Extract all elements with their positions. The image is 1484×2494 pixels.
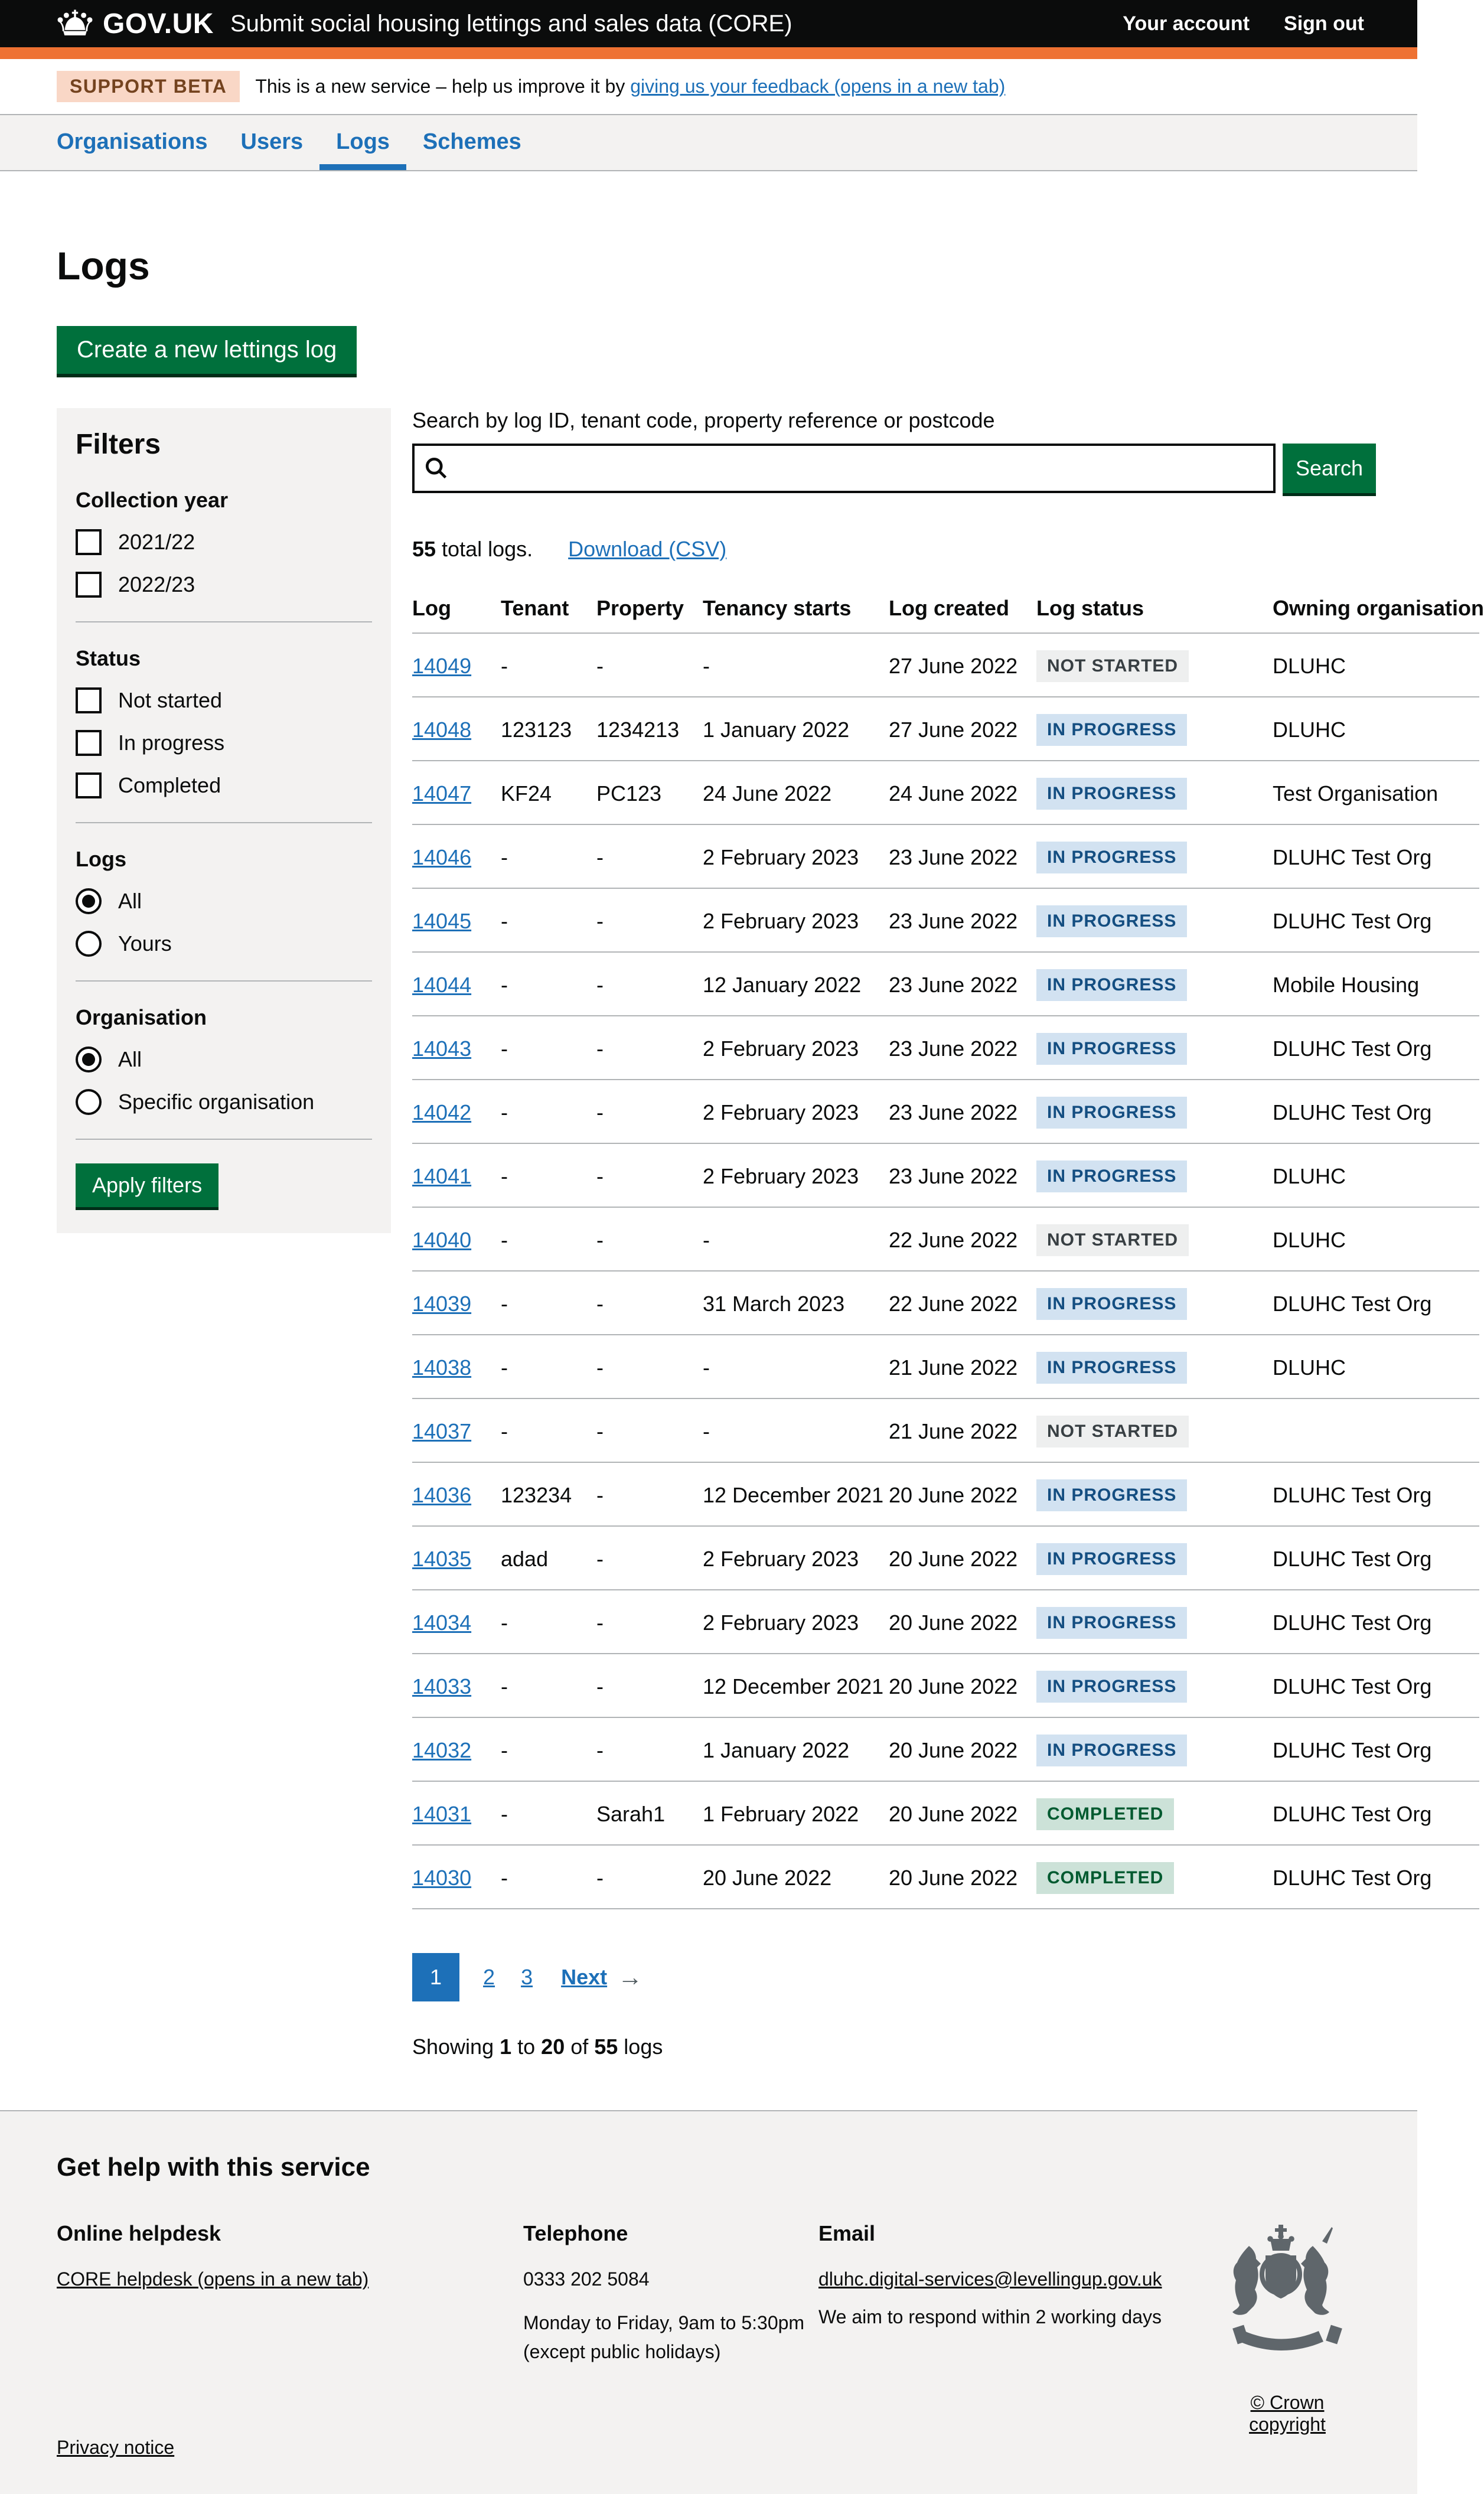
log-status-cell bbox=[1036, 1080, 1273, 1143]
option-label: In progress bbox=[118, 731, 225, 755]
table-header-row bbox=[412, 596, 1479, 633]
filter-option-2022-23[interactable] bbox=[76, 572, 372, 598]
tenant-cell: - bbox=[501, 1335, 596, 1398]
owning-organisation-cell: DLUHC bbox=[1273, 1143, 1479, 1207]
log-created-cell: 23 June 2022 bbox=[889, 888, 1036, 952]
tenancy-starts-cell: 1 January 2022 bbox=[703, 1717, 889, 1781]
search-input[interactable] bbox=[412, 444, 1276, 493]
tenancy-starts-cell: 2 February 2023 bbox=[703, 1526, 889, 1590]
radio-input[interactable] bbox=[76, 1046, 102, 1072]
log-created-cell: 20 June 2022 bbox=[889, 1654, 1036, 1717]
table-row bbox=[412, 1462, 1479, 1526]
tenant-cell: - bbox=[501, 824, 596, 888]
log-status-cell bbox=[1036, 952, 1273, 1016]
property-cell: - bbox=[596, 1717, 703, 1781]
owning-organisation-cell: Test Organisation bbox=[1273, 761, 1479, 824]
owning-organisation-cell: DLUHC Test Org bbox=[1273, 1845, 1479, 1909]
log-id-link[interactable]: 14043 bbox=[412, 1036, 472, 1061]
column-header: Log bbox=[412, 596, 501, 633]
tenancy-starts-cell: 12 December 2021 bbox=[703, 1654, 889, 1717]
tenant-cell: - bbox=[501, 1717, 596, 1781]
log-id-link[interactable]: 14032 bbox=[412, 1738, 472, 1762]
filter-option-all[interactable] bbox=[76, 1046, 372, 1072]
royal-coat-of-arms-icon bbox=[1214, 2356, 1361, 2366]
status-badge: IN PROGRESS bbox=[1036, 1097, 1187, 1129]
log-id-link[interactable]: 14047 bbox=[412, 781, 472, 806]
log-created-cell: 27 June 2022 bbox=[889, 633, 1036, 697]
log-created-cell: 20 June 2022 bbox=[889, 1590, 1036, 1654]
core-helpdesk-link[interactable]: CORE helpdesk (opens in a new tab) bbox=[57, 2268, 369, 2290]
owning-organisation-cell bbox=[1273, 1398, 1479, 1462]
create-lettings-log-button[interactable]: Create a new lettings log bbox=[57, 326, 357, 374]
log-created-cell: 20 June 2022 bbox=[889, 1845, 1036, 1909]
property-cell: - bbox=[596, 888, 703, 952]
divider bbox=[76, 980, 372, 982]
search-button[interactable]: Search bbox=[1283, 444, 1376, 493]
page-2-link[interactable]: 2 bbox=[483, 1965, 495, 1989]
status-badge: COMPLETED bbox=[1036, 1862, 1174, 1894]
log-status-cell bbox=[1036, 1781, 1273, 1845]
tenant-cell: - bbox=[501, 1271, 596, 1335]
log-created-cell: 24 June 2022 bbox=[889, 761, 1036, 824]
log-created-cell: 21 June 2022 bbox=[889, 1335, 1036, 1398]
log-id-link[interactable]: 14031 bbox=[412, 1802, 472, 1826]
log-created-cell: 20 June 2022 bbox=[889, 1526, 1036, 1590]
status-badge: IN PROGRESS bbox=[1036, 1288, 1187, 1320]
divider bbox=[76, 1139, 372, 1140]
log-status-cell bbox=[1036, 1526, 1273, 1590]
table-row bbox=[412, 1590, 1479, 1654]
log-status-cell bbox=[1036, 1462, 1273, 1526]
table-row bbox=[412, 1016, 1479, 1080]
property-cell: - bbox=[596, 1271, 703, 1335]
tenancy-starts-cell: 1 February 2022 bbox=[703, 1781, 889, 1845]
total-logs-count: 55 total logs. bbox=[412, 537, 533, 561]
email-link[interactable]: dluhc.digital-services@levellingup.gov.uk bbox=[818, 2268, 1162, 2290]
tenant-cell: KF24 bbox=[501, 761, 596, 824]
column-header: Tenancy starts bbox=[703, 596, 889, 633]
tenancy-starts-cell: 2 February 2023 bbox=[703, 1080, 889, 1143]
property-cell: - bbox=[596, 1462, 703, 1526]
column-header: Owning organisation bbox=[1273, 596, 1479, 633]
filter-option-completed[interactable] bbox=[76, 772, 372, 798]
owning-organisation-cell: DLUHC bbox=[1273, 697, 1479, 761]
owning-organisation-cell: DLUHC Test Org bbox=[1273, 888, 1479, 952]
tenant-cell: - bbox=[501, 1143, 596, 1207]
pagination bbox=[412, 1953, 1376, 2001]
table-row bbox=[412, 1335, 1479, 1398]
table-row bbox=[412, 824, 1479, 888]
property-cell: - bbox=[596, 1080, 703, 1143]
table-row bbox=[412, 1207, 1479, 1271]
log-status-cell bbox=[1036, 1207, 1273, 1271]
log-created-cell: 22 June 2022 bbox=[889, 1271, 1036, 1335]
telephone-number: 0333 202 5084 bbox=[523, 2268, 650, 2290]
tab-schemes[interactable]: Schemes bbox=[422, 129, 521, 154]
phase-banner-text: This is a new service – help us improve it by giving us your feedback (opens in a new tab) bbox=[255, 76, 1006, 97]
page-3-link[interactable]: 3 bbox=[521, 1965, 533, 1989]
main-content bbox=[0, 171, 1484, 2059]
log-status-cell bbox=[1036, 824, 1273, 888]
status-badge: IN PROGRESS bbox=[1036, 1479, 1187, 1511]
log-id-link[interactable]: 14041 bbox=[412, 1164, 472, 1188]
tenant-cell: - bbox=[501, 1207, 596, 1271]
log-id-link[interactable]: 14034 bbox=[412, 1610, 472, 1635]
checkbox-input[interactable] bbox=[76, 687, 102, 713]
table-row bbox=[412, 1526, 1479, 1590]
filter-group-label: Organisation bbox=[76, 1005, 207, 1029]
property-cell: 1234213 bbox=[596, 697, 703, 761]
log-id-link[interactable]: 14039 bbox=[412, 1292, 472, 1316]
option-label: Yours bbox=[118, 931, 172, 956]
tenancy-starts-cell: 12 January 2022 bbox=[703, 952, 889, 1016]
log-created-cell: 23 June 2022 bbox=[889, 824, 1036, 888]
property-cell: - bbox=[596, 1016, 703, 1080]
service-name[interactable]: Submit social housing lettings and sales data (CORE) bbox=[230, 10, 792, 37]
table-row bbox=[412, 697, 1479, 761]
email-note: We aim to respond within 2 working days bbox=[818, 2306, 1162, 2327]
log-created-cell: 22 June 2022 bbox=[889, 1207, 1036, 1271]
owning-organisation-cell: DLUHC Test Org bbox=[1273, 1590, 1479, 1654]
table-row bbox=[412, 1717, 1479, 1781]
tab-logs[interactable]: Logs bbox=[319, 115, 406, 170]
feedback-link[interactable]: giving us your feedback (opens in a new tab) bbox=[630, 76, 1006, 97]
status-badge: IN PROGRESS bbox=[1036, 1543, 1187, 1575]
status-badge: NOT STARTED bbox=[1036, 1224, 1189, 1256]
property-cell: - bbox=[596, 1654, 703, 1717]
filter-group-label: Collection year bbox=[76, 488, 229, 512]
owning-organisation-cell: DLUHC Test Org bbox=[1273, 1016, 1479, 1080]
table-row bbox=[412, 1080, 1479, 1143]
download-csv-link[interactable]: Download (CSV) bbox=[568, 537, 727, 561]
owning-organisation-cell: DLUHC bbox=[1273, 1207, 1479, 1271]
footer-telephone-column bbox=[523, 2221, 818, 2367]
log-status-cell bbox=[1036, 1271, 1273, 1335]
tenancy-starts-cell: - bbox=[703, 1207, 889, 1271]
log-status-cell bbox=[1036, 761, 1273, 824]
email-title: Email bbox=[818, 2221, 876, 2245]
tenant-cell: - bbox=[501, 952, 596, 1016]
owning-organisation-cell: DLUHC Test Org bbox=[1273, 1526, 1479, 1590]
tenant-cell: - bbox=[501, 1845, 596, 1909]
log-created-cell: 27 June 2022 bbox=[889, 697, 1036, 761]
log-created-cell: 20 June 2022 bbox=[889, 1717, 1036, 1781]
page-1-current[interactable]: 1 bbox=[412, 1953, 459, 2001]
log-status-cell bbox=[1036, 1335, 1273, 1398]
status-badge: IN PROGRESS bbox=[1036, 1160, 1187, 1192]
option-label: 2021/22 bbox=[118, 530, 195, 554]
checkbox-input[interactable] bbox=[76, 572, 102, 598]
search-label: Search by log ID, tenant code, property reference or postcode bbox=[412, 408, 995, 432]
filter-group-label: Logs bbox=[76, 847, 126, 871]
status-badge: IN PROGRESS bbox=[1036, 778, 1187, 810]
owning-organisation-cell: DLUHC Test Org bbox=[1273, 1080, 1479, 1143]
next-arrow-icon[interactable]: → bbox=[618, 1963, 643, 1991]
log-id-link[interactable]: 14045 bbox=[412, 909, 472, 933]
page-title: Logs bbox=[57, 244, 150, 288]
apply-filters-button[interactable]: Apply filters bbox=[76, 1163, 218, 1207]
log-id-link[interactable]: 14042 bbox=[412, 1100, 472, 1124]
checkbox-input[interactable] bbox=[76, 529, 102, 555]
log-id-link[interactable]: 14046 bbox=[412, 845, 472, 869]
column-header: Log created bbox=[889, 596, 1036, 633]
privacy-notice-link[interactable]: Privacy notice bbox=[57, 2436, 175, 2458]
status-badge: IN PROGRESS bbox=[1036, 1607, 1187, 1639]
property-cell: - bbox=[596, 1398, 703, 1462]
status-badge: IN PROGRESS bbox=[1036, 842, 1187, 873]
log-created-cell: 20 June 2022 bbox=[889, 1462, 1036, 1526]
option-label: Specific organisation bbox=[118, 1090, 315, 1114]
table-row bbox=[412, 888, 1479, 952]
log-id-link[interactable]: 14030 bbox=[412, 1866, 472, 1890]
sign-out-link[interactable]: Sign out bbox=[1284, 12, 1364, 35]
checkbox-input[interactable] bbox=[76, 730, 102, 756]
log-id-link[interactable]: 14037 bbox=[412, 1419, 472, 1443]
radio-input[interactable] bbox=[76, 1089, 102, 1115]
owning-organisation-cell: DLUHC Test Org bbox=[1273, 1781, 1479, 1845]
property-cell: PC123 bbox=[596, 761, 703, 824]
tenancy-starts-cell: 2 February 2023 bbox=[703, 888, 889, 952]
option-label: 2022/23 bbox=[118, 572, 195, 596]
crown-icon bbox=[57, 8, 93, 40]
owning-organisation-cell: DLUHC Test Org bbox=[1273, 1271, 1479, 1335]
govuk-header bbox=[0, 0, 1417, 59]
status-badge: NOT STARTED bbox=[1036, 650, 1189, 682]
status-badge: IN PROGRESS bbox=[1036, 969, 1187, 1001]
status-badge: IN PROGRESS bbox=[1036, 714, 1187, 746]
property-cell: - bbox=[596, 1845, 703, 1909]
column-header: Log status bbox=[1036, 596, 1273, 633]
log-id-link[interactable]: 14036 bbox=[412, 1483, 472, 1507]
footer-email-column bbox=[818, 2221, 1196, 2367]
logs-table-container bbox=[412, 596, 1484, 1909]
filter-group-label: Status bbox=[76, 646, 141, 670]
tenancy-starts-cell: 1 January 2022 bbox=[703, 697, 889, 761]
log-status-cell bbox=[1036, 888, 1273, 952]
table-row bbox=[412, 761, 1479, 824]
divider bbox=[76, 822, 372, 823]
log-status-cell bbox=[1036, 1016, 1273, 1080]
tenancy-starts-cell: 12 December 2021 bbox=[703, 1462, 889, 1526]
log-status-cell bbox=[1036, 633, 1273, 697]
govuk-logo[interactable] bbox=[57, 8, 214, 40]
tenancy-starts-cell: - bbox=[703, 1335, 889, 1398]
tenant-cell: 123234 bbox=[501, 1462, 596, 1526]
tenancy-starts-cell: 2 February 2023 bbox=[703, 824, 889, 888]
log-id-link[interactable]: 14049 bbox=[412, 654, 472, 678]
status-badge: IN PROGRESS bbox=[1036, 1671, 1187, 1703]
radio-input[interactable] bbox=[76, 888, 102, 914]
log-status-cell bbox=[1036, 1590, 1273, 1654]
owning-organisation-cell: DLUHC Test Org bbox=[1273, 1717, 1479, 1781]
owning-organisation-cell: DLUHC bbox=[1273, 1335, 1479, 1398]
next-page-link[interactable]: Next bbox=[561, 1965, 608, 1989]
filter-option-in-progress[interactable] bbox=[76, 730, 372, 756]
owning-organisation-cell: DLUHC bbox=[1273, 633, 1479, 697]
table-row bbox=[412, 1845, 1479, 1909]
filter-option-yours[interactable] bbox=[76, 931, 372, 957]
logs-table bbox=[412, 596, 1484, 1909]
owning-organisation-cell: Mobile Housing bbox=[1273, 952, 1479, 1016]
log-status-cell bbox=[1036, 697, 1273, 761]
tenant-cell: - bbox=[501, 1398, 596, 1462]
crown-copyright-link[interactable]: © Crown copyright bbox=[1249, 2392, 1326, 2435]
tenant-cell: - bbox=[501, 888, 596, 952]
log-created-cell: 20 June 2022 bbox=[889, 1781, 1036, 1845]
owning-organisation-cell: DLUHC Test Org bbox=[1273, 824, 1479, 888]
account-nav bbox=[1123, 12, 1364, 35]
log-created-cell: 23 June 2022 bbox=[889, 1080, 1036, 1143]
tenancy-starts-cell: 2 February 2023 bbox=[703, 1590, 889, 1654]
log-id-link[interactable]: 14035 bbox=[412, 1547, 472, 1571]
tenant-cell: adad bbox=[501, 1526, 596, 1590]
table-row bbox=[412, 1143, 1479, 1207]
primary-navigation bbox=[0, 115, 1417, 171]
table-row bbox=[412, 952, 1479, 1016]
tenant-cell: - bbox=[501, 1590, 596, 1654]
tenant-cell: 123123 bbox=[501, 697, 596, 761]
tenancy-starts-cell: 2 February 2023 bbox=[703, 1143, 889, 1207]
tenancy-starts-cell: - bbox=[703, 1398, 889, 1462]
table-row bbox=[412, 1271, 1479, 1335]
filter-option-2021-22[interactable] bbox=[76, 529, 372, 555]
property-cell: - bbox=[596, 1526, 703, 1590]
column-header: Property bbox=[596, 596, 703, 633]
property-cell: - bbox=[596, 1335, 703, 1398]
tenant-cell: - bbox=[501, 1080, 596, 1143]
status-badge: IN PROGRESS bbox=[1036, 1735, 1187, 1766]
status-badge: NOT STARTED bbox=[1036, 1416, 1189, 1448]
filter-option-not-started[interactable] bbox=[76, 687, 372, 713]
helpdesk-title: Online helpdesk bbox=[57, 2221, 221, 2245]
your-account-link[interactable]: Your account bbox=[1123, 12, 1250, 35]
tenant-cell: - bbox=[501, 633, 596, 697]
filters-panel bbox=[57, 408, 391, 1233]
status-badge: IN PROGRESS bbox=[1036, 905, 1187, 937]
log-created-cell: 21 June 2022 bbox=[889, 1398, 1036, 1462]
tenancy-starts-cell: 20 June 2022 bbox=[703, 1845, 889, 1909]
option-label: All bbox=[118, 889, 142, 913]
log-status-cell bbox=[1036, 1717, 1273, 1781]
property-cell: - bbox=[596, 824, 703, 888]
telephone-hours: Monday to Friday, 9am to 5:30pm bbox=[523, 2312, 805, 2333]
option-label: All bbox=[118, 1047, 142, 1071]
telephone-hours-note: (except public holidays) bbox=[523, 2341, 721, 2363]
footer bbox=[0, 2110, 1417, 2494]
log-status-cell bbox=[1036, 1845, 1273, 1909]
status-badge: IN PROGRESS bbox=[1036, 1352, 1187, 1384]
tenancy-starts-cell: 31 March 2023 bbox=[703, 1271, 889, 1335]
log-id-link[interactable]: 14048 bbox=[412, 718, 472, 742]
owning-organisation-cell: DLUHC Test Org bbox=[1273, 1462, 1479, 1526]
phase-banner bbox=[0, 59, 1417, 115]
radio-input[interactable] bbox=[76, 931, 102, 957]
property-cell: - bbox=[596, 1590, 703, 1654]
tenant-cell: - bbox=[501, 1781, 596, 1845]
table-row bbox=[412, 633, 1479, 697]
divider bbox=[76, 621, 372, 622]
column-header: Tenant bbox=[501, 596, 596, 633]
tenancy-starts-cell: - bbox=[703, 633, 889, 697]
results-section bbox=[412, 408, 1484, 2059]
property-cell: Sarah1 bbox=[596, 1781, 703, 1845]
log-id-link[interactable]: 14033 bbox=[412, 1674, 472, 1698]
crown-copyright-block bbox=[1211, 2222, 1364, 2436]
support-beta-tag: SUPPORT BETA bbox=[57, 71, 240, 102]
property-cell: - bbox=[596, 633, 703, 697]
search-icon bbox=[423, 455, 449, 484]
log-created-cell: 23 June 2022 bbox=[889, 952, 1036, 1016]
tenancy-starts-cell: 24 June 2022 bbox=[703, 761, 889, 824]
filter-option-specific-organisation[interactable] bbox=[76, 1089, 372, 1115]
results-range-text: Showing 1 to 20 of 55 logs bbox=[412, 2035, 663, 2059]
footer-heading: Get help with this service bbox=[57, 2153, 370, 2182]
log-id-link[interactable]: 14038 bbox=[412, 1355, 472, 1380]
footer-helpdesk-column bbox=[57, 2221, 523, 2367]
log-status-cell bbox=[1036, 1654, 1273, 1717]
owning-organisation-cell: DLUHC Test Org bbox=[1273, 1654, 1479, 1717]
tab-users[interactable]: Users bbox=[240, 129, 304, 154]
tenant-cell: - bbox=[501, 1016, 596, 1080]
govuk-wordmark: GOV.UK bbox=[103, 8, 214, 40]
log-id-link[interactable]: 14040 bbox=[412, 1228, 472, 1252]
status-badge: IN PROGRESS bbox=[1036, 1033, 1187, 1065]
tab-organisations[interactable]: Organisations bbox=[57, 129, 208, 154]
checkbox-input[interactable] bbox=[76, 772, 102, 798]
filter-option-all[interactable] bbox=[76, 888, 372, 914]
telephone-title: Telephone bbox=[523, 2221, 628, 2245]
log-id-link[interactable]: 14044 bbox=[412, 973, 472, 997]
table-row bbox=[412, 1398, 1479, 1462]
table-row bbox=[412, 1654, 1479, 1717]
tenant-cell: - bbox=[501, 1654, 596, 1717]
log-status-cell bbox=[1036, 1143, 1273, 1207]
property-cell: - bbox=[596, 1143, 703, 1207]
table-row bbox=[412, 1781, 1479, 1845]
log-created-cell: 23 June 2022 bbox=[889, 1016, 1036, 1080]
property-cell: - bbox=[596, 952, 703, 1016]
filters-heading: Filters bbox=[76, 429, 161, 460]
option-label: Completed bbox=[118, 773, 221, 797]
status-badge: COMPLETED bbox=[1036, 1798, 1174, 1830]
property-cell: - bbox=[596, 1207, 703, 1271]
tenancy-starts-cell: 2 February 2023 bbox=[703, 1016, 889, 1080]
log-created-cell: 23 June 2022 bbox=[889, 1143, 1036, 1207]
log-status-cell bbox=[1036, 1398, 1273, 1462]
option-label: Not started bbox=[118, 688, 223, 712]
